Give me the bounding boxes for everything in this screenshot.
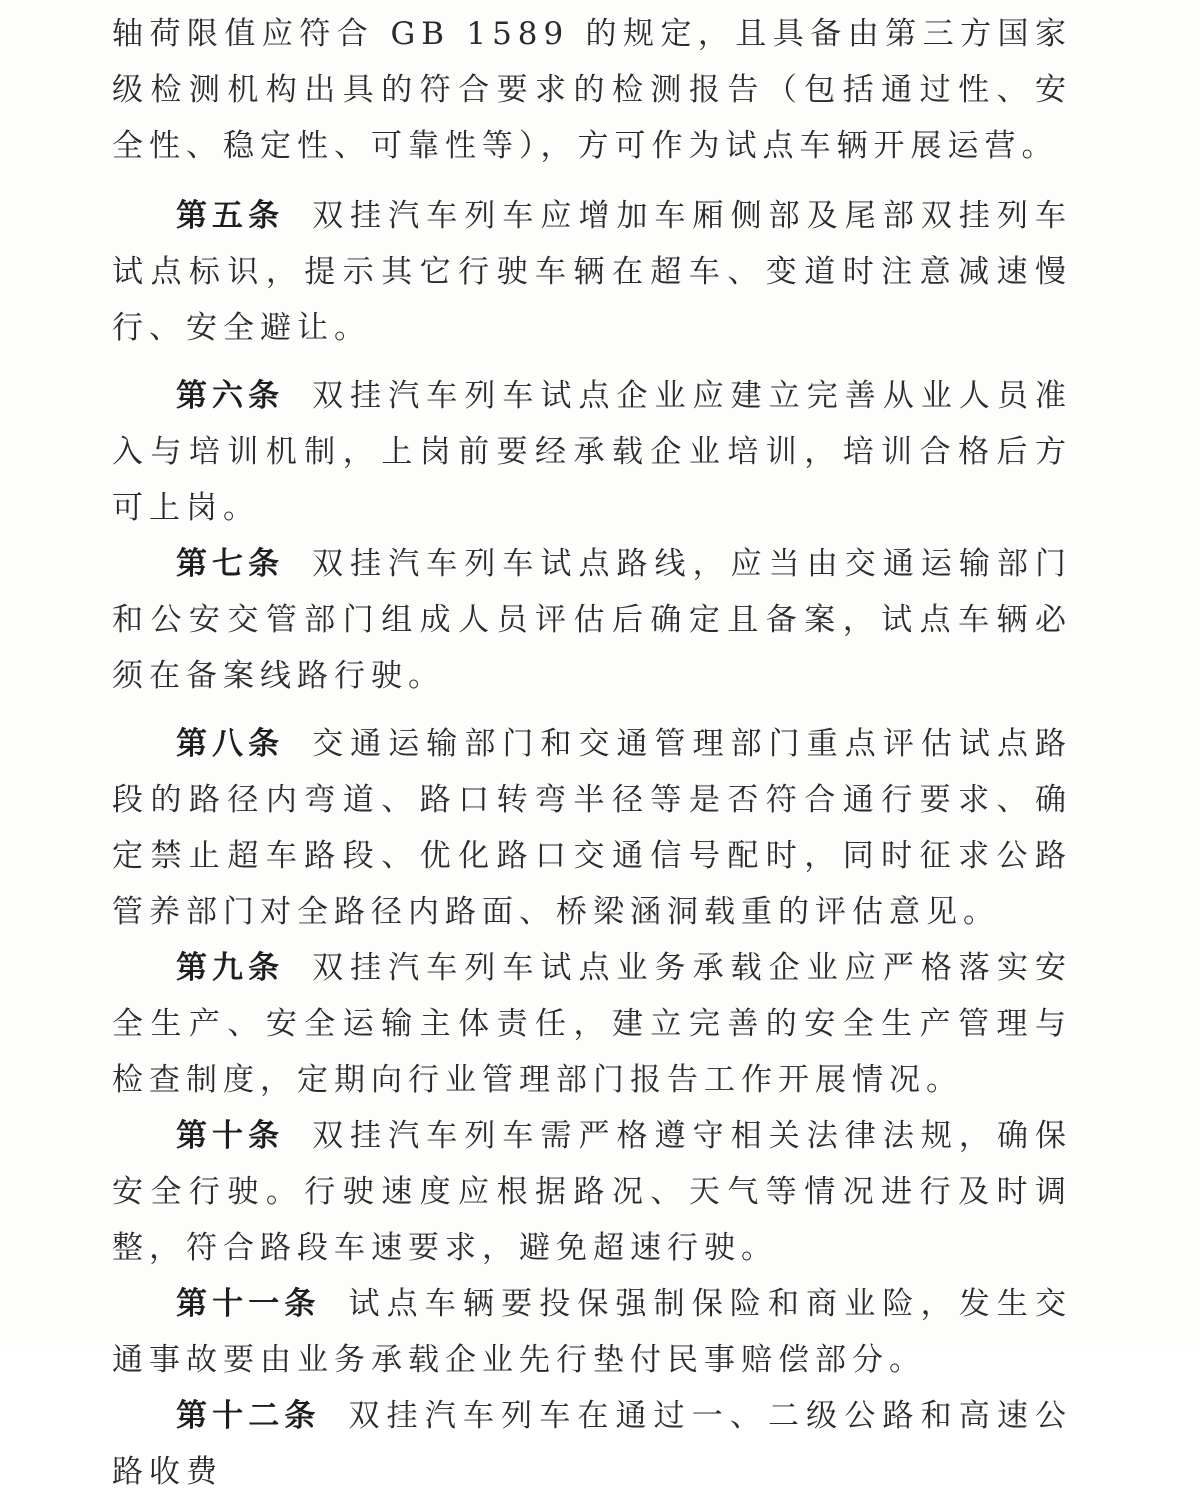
paragraph-text: 双挂汽车列车需严格遵守相关法律法规，确保安全行驶。行驶速度应根据路况、天气等情况进行及时调整，符合路段车速要求，避免超速行驶。 [112, 1118, 1073, 1266]
article-number: 第十条 [176, 1118, 285, 1154]
article-12 [112, 1388, 1072, 1500]
article-5 [112, 188, 1072, 356]
article-number: 第八条 [176, 726, 285, 762]
article-number: 第十二条 [176, 1398, 321, 1434]
article-number: 第七条 [176, 546, 285, 582]
article-9 [112, 940, 1072, 1108]
article-6 [112, 368, 1072, 536]
paragraph-text: 双挂汽车列车试点业务承载企业应严格落实安全生产、安全运输主体责任，建立完善的安全生产管理与检查制度，定期向行业管理部门报告工作开展情况。 [112, 950, 1073, 1098]
article-number: 第九条 [176, 950, 285, 986]
paragraph-text: 试点车辆要投保强制保险和商业险，发生交通事故要由业务承载企业先行垫付民事赔偿部分。 [112, 1286, 1072, 1378]
article-number: 第五条 [176, 198, 285, 234]
paragraph-text: 轴荷限值应符合 GB 1589 的规定，且具备由第三方国家级检测机构出具的符合要求的检测报告（包括通过性、安全性、稳定性、可靠性等），方可作为试点车辆开展运营。 [112, 16, 1072, 164]
article-number: 第十一条 [176, 1286, 321, 1322]
paragraph-continued [112, 6, 1072, 174]
regulation-text [112, 6, 1072, 1500]
paragraph-text: 双挂汽车列车应增加车厢侧部及尾部双挂列车试点标识，提示其它行驶车辆在超车、变道时注意减速慢行、安全避让。 [112, 198, 1073, 346]
paragraph-text: 双挂汽车列车试点企业应建立完善从业人员准入与培训机制，上岗前要经承载企业培训，培训合格后方可上岗。 [112, 378, 1073, 526]
article-7 [112, 536, 1072, 704]
paragraph-text: 双挂汽车列车试点路线，应当由交通运输部门和公安交管部门组成人员评估后确定且备案，试点车辆必须在备案线路行驶。 [112, 546, 1073, 694]
article-11 [112, 1276, 1072, 1388]
paragraph-text: 双挂汽车列车在通过一、二级公路和高速公路收费 [112, 1398, 1072, 1490]
article-number: 第六条 [176, 378, 285, 414]
article-10 [112, 1108, 1072, 1276]
paragraph-text: 交通运输部门和交通管理部门重点评估试点路段的路径内弯道、路口转弯半径等是否符合通行要求、确定禁止超车路段、优化路口交通信号配时，同时征求公路管养部门对全路径内路面、桥梁涵洞载重的评估意见。 [112, 726, 1073, 930]
article-8 [112, 716, 1072, 940]
